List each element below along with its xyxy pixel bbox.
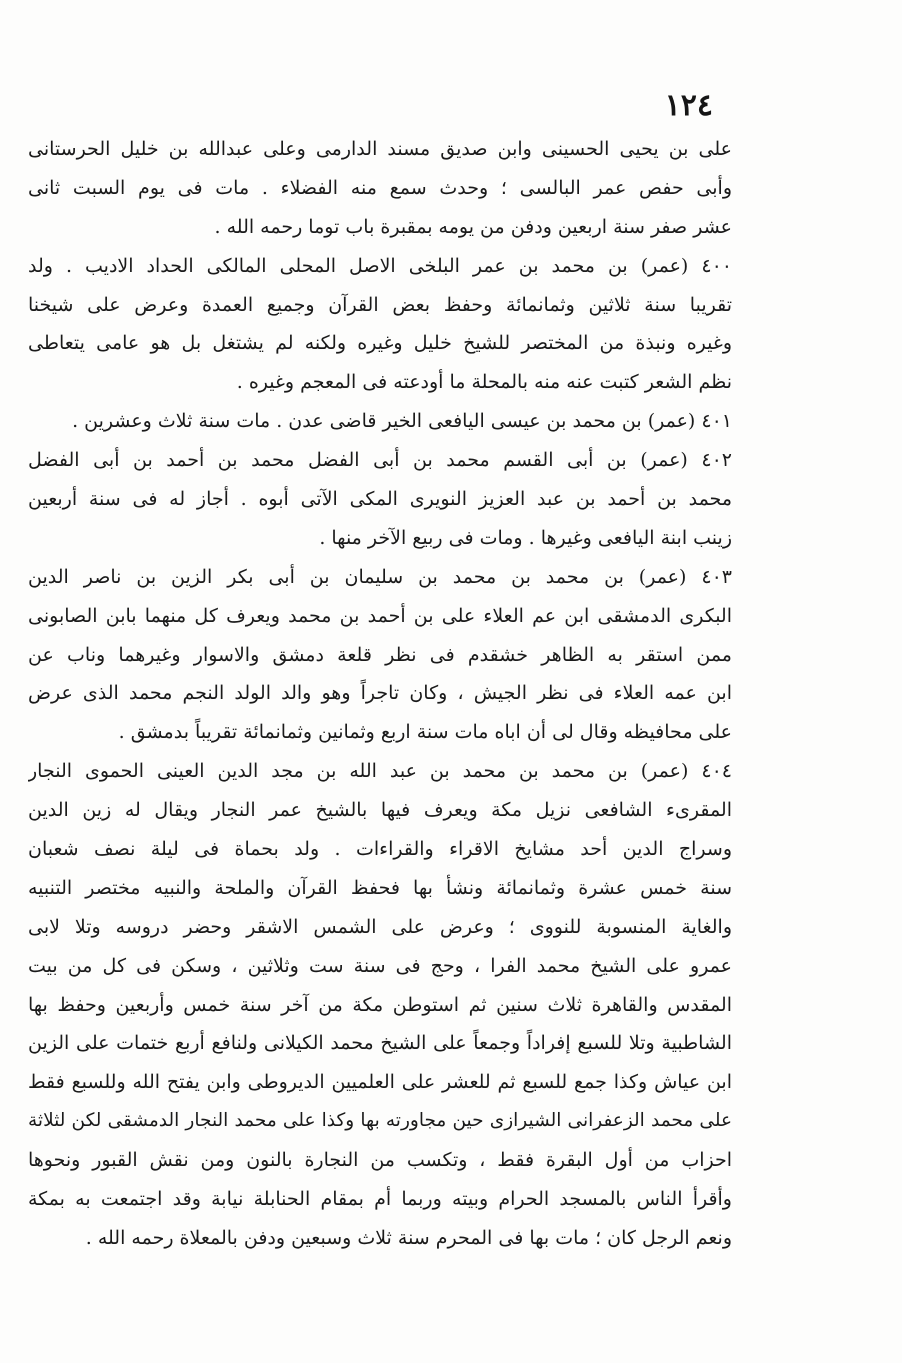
text-line: ٤٠٣ (عمر) بن محمد بن محمد بن سليمان بن أبى بكر الزين بن ناصر الدين — [28, 565, 732, 588]
text-line: ممن استقر به الظاهر خشقدم فى نظر قلعة دمشق والاسوار وغيرهما وناب عن — [28, 643, 732, 666]
text-line: البكرى الدمشقى ابن عم العلاء على بن أحمد بن محمد ويعرف كل منهما بابن الصابونى — [28, 604, 732, 627]
text-line: وغيره ونبذة من المختصر للشيخ خليل وغيره ولكنه لم يشتغل بل هو عامى يتعاطى — [28, 332, 732, 355]
text-line: وأقرأ الناس بالمسجد الحرام وبيته وربما أم بمقام الحنابلة نيابة وقد اجتمعت به بمكة — [28, 1188, 732, 1211]
text-line: عشر صفر سنة اربعين ودفن من يومه بمقبرة باب توما رحمه الله . — [214, 215, 732, 238]
text-line: الشاطبية وتلا للسبع إفراداً وجمعاً على الشيخ محمد الكيلانى ولنافع أربع ختمات على الزين — [28, 1032, 732, 1055]
text-line: ونعم الرجل كان ؛ مات بها فى المحرم سنة ثلاث وسبعين ودفن بالمعلاة رحمه الله . — [85, 1226, 732, 1249]
text-line: وسراج الدين أحد مشايخ الاقراء والقراءات . ولد بحماة فى ليلة نصف شعبان — [28, 838, 732, 861]
text-line: عمرو على الشيخ محمد الفرا ، وحج فى سنة ست وثلاثين ، وسكن فى كل من بيت — [28, 954, 732, 977]
text-line: زينب ابنة اليافعى وغيرها . ومات فى ربيع الآخر منها . — [319, 526, 732, 549]
text-line: المقرىء الشافعى نزيل مكة ويعرف فيها بالشيخ عمر النجار ويقال له زين الدين — [28, 799, 732, 822]
text-line: ٤٠٠ (عمر) بن محمد بن عمر البلخى الاصل المحلى المالكى الحداد الاديب . ولد — [28, 254, 732, 277]
text-line: محمد بن أحمد بن عبد العزيز النويرى المكى الآتى أبوه . أجاز له فى سنة أربعين — [28, 488, 732, 511]
text-line: احزاب من أول البقرة فقط ، وتكسب من النجارة بالنون ومن نقش القبور ونحوها — [28, 1149, 732, 1172]
text-line: على محافيظه وقال لى أن اباه مات سنة اربع وثمانين وثمانمائة تقريباً بدمشق . — [118, 721, 732, 744]
text-line: والغاية المنسوبة للنووى ؛ وعرض على الشمس الاشقر وحضر دروسه وتلا لابى — [28, 915, 732, 938]
text-line: سنة خمس عشرة وثمانمائة ونشأ بها فحفظ القرآن والملحة والنبيه مختصر التنبيه — [28, 876, 732, 899]
text-line: على بن يحيى الحسينى وابن صديق مسند الدارمى وعلى عبدالله بن خليل الحرستانى — [28, 138, 732, 160]
text-line: على محمد الزعفرانى الشيرازى حين مجاورته بها وكذا على محمد النجار الدمشقى لكن لثلاثة — [28, 1110, 732, 1132]
text-line: ٤٠١ (عمر) بن محمد بن عيسى اليافعى الخير قاضى عدن . مات سنة ثلاث وعشرين . — [72, 410, 732, 433]
text-line: ٤٠٤ (عمر) بن محمد بن محمد بن عبد الله بن مجد الدين العينى الحموى النجار — [28, 760, 732, 783]
text-line: ٤٠٢ (عمر) بن أبى القسم محمد بن أبى الفضل محمد بن أحمد بن أبى الفضل — [28, 449, 732, 472]
text-line: تقريبا سنة ثلاثين وثمانمائة وحفظ بعض القرآن وجميع العمدة وعرض على شيخنا — [28, 293, 732, 316]
page-text — [28, 130, 732, 1258]
page-number: ١٢٤ — [664, 88, 713, 123]
text-line: وأبى حفص عمر البالسى ؛ وحدث سمع منه الفضلاء . مات فى يوم السبت ثانى — [28, 176, 732, 199]
text-line: المقدس والقاهرة ثلاث سنين ثم استوطن مكة من آخر سنة خمس وأربعين وحفظ بها — [28, 993, 732, 1016]
text-line: نظم الشعر كتبت عنه منه بالمحلة ما أودعته فى المعجم وغيره . — [236, 371, 732, 394]
text-line: ابن عياش وكذا جمع للسبع ثم للعشر على العلميين الديروطى وابن يفتح الله وللسبع فقط — [28, 1071, 732, 1094]
text-line: ابن عمه العلاء فى نظر الجيش ، وكان تاجراً وهو والد الولد النجم محمد الذى عرض — [28, 682, 732, 705]
